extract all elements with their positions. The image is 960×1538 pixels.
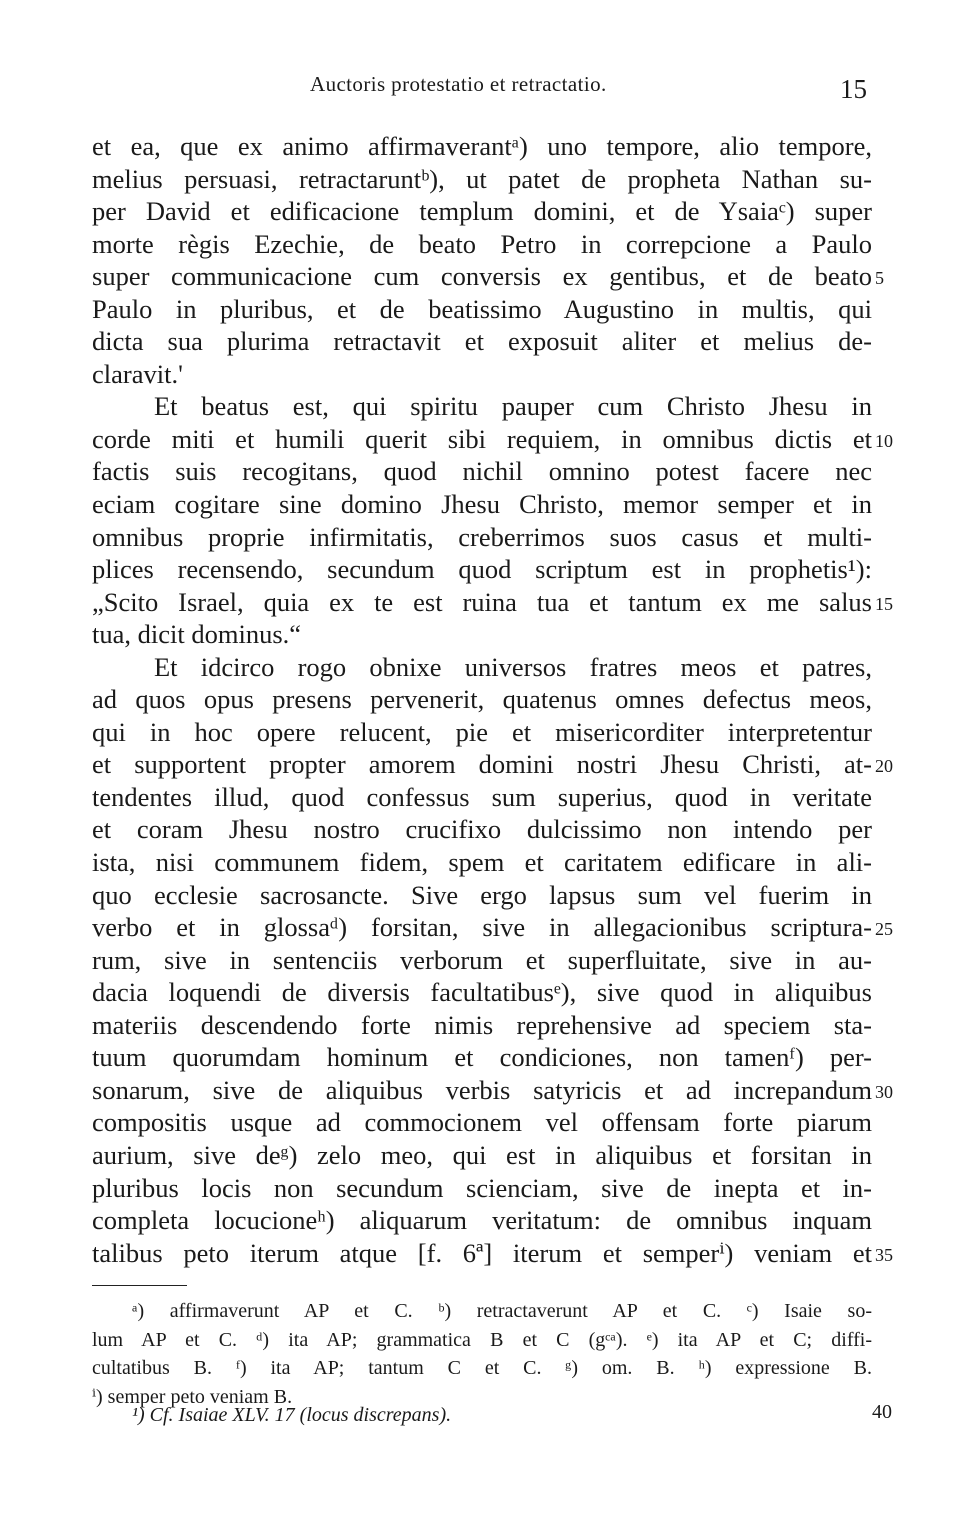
text-line <box>92 618 872 651</box>
text-line-content: omnibus proprie infirmitatis, creberrimos suos casus et multi- <box>92 521 872 552</box>
text-line <box>92 683 872 716</box>
text-line-content: Paulo in pluribus, et de beatissimo Augustino in multis, qui <box>92 293 872 324</box>
text-line-content: completa locucioneʰ) aliquarum veritatum: de omnibus inquam <box>92 1205 872 1236</box>
text-line <box>92 586 893 619</box>
text-line-content: factis suis recogitans, quod nichil omnino potest facere nec <box>92 456 872 487</box>
text-line-content: corde miti et humili querit sibi requiem, in omnibus dictis et <box>92 423 872 454</box>
text-line-content: et coram Jhesu nostro crucifixo dulcissimo non intendo per <box>92 814 872 845</box>
text-line <box>92 521 872 554</box>
source-footnote: ¹) Cf. Isaiae XLV. 17 (locus discrepans). <box>132 1404 452 1426</box>
text-line <box>92 390 872 423</box>
text-line <box>92 813 872 846</box>
text-line-content: talibus peto iterum atque [f. 6ª] iterum et semperⁱ) veniam et <box>92 1237 872 1268</box>
footnote-rule <box>92 1285 187 1286</box>
text-line <box>92 423 893 456</box>
text-line <box>92 1204 872 1237</box>
text-line-content: dicta sua plurima retractavit et exposuit aliter et melius de- <box>92 326 872 357</box>
line-number: 5 <box>875 268 884 289</box>
text-line <box>92 293 872 326</box>
text-line <box>92 260 884 293</box>
text-line <box>92 1237 893 1270</box>
text-line-content: qui in hoc opere relucent, pie et misericorditer interpretentur <box>92 716 872 747</box>
text-line-content: sonarum, sive de aliquibus verbis satyricis et ad increpandum <box>92 1074 872 1105</box>
text-line-content: aurium, sive deᵍ) zelo meo, qui est in aliquibus et forsitan in <box>92 1139 872 1170</box>
text-line-content: Et beatus est, qui spiritu pauper cum Christo Jhesu in <box>154 391 872 422</box>
text-line <box>92 228 872 261</box>
footnote-line: cultatibus B. ᶠ) ita AP; tantum C et C. ᵍ) om. B. ʰ) expressione B. <box>92 1357 872 1379</box>
text-line-content: tua, dicit dominus.“ <box>92 619 302 650</box>
main-text <box>92 130 893 1269</box>
text-line <box>92 1041 872 1074</box>
text-line <box>92 1074 893 1107</box>
text-line <box>92 748 893 781</box>
text-line-content: per David et edificacione templum domini, et de Ysaiaᶜ) super <box>92 196 872 227</box>
text-line <box>92 195 872 228</box>
text-line-content: et ea, que ex animo affirmaverantᵃ) uno tempore, alio tempore, <box>92 131 872 161</box>
text-line-content: materiis descendendo forte nimis reprehensive ad speciem sta- <box>92 1009 872 1040</box>
text-line-content: Et idcirco rogo obnixe universos fratres meos et patres, <box>154 651 872 682</box>
text-line-content: et supportent propter amorem domini nostri Jhesu Christi, at- <box>92 749 872 780</box>
text-line-content: melius persuasi, retractaruntᵇ), ut patet de propheta Nathan su- <box>92 163 872 194</box>
text-line <box>92 163 872 196</box>
text-line <box>92 911 893 944</box>
text-line <box>92 325 872 358</box>
footnote-line: lum AP et C. ᵈ) ita AP; grammatica B et C (gᶜᵃ). ᵉ) ita AP et C; diffi- <box>92 1328 872 1351</box>
text-line <box>92 358 872 391</box>
text-line <box>92 455 872 488</box>
text-line-content: dacia loquendi de diversis facultatibusᵉ), sive quod in aliquibus <box>92 977 872 1008</box>
text-line <box>92 846 872 879</box>
text-line-content: super communicacione cum conversis ex gentibus, et de beato <box>92 261 872 292</box>
text-line <box>92 488 872 521</box>
text-line-content: verbo et in glossaᵈ) forsitan, sive in allegacionibus scriptura- <box>92 912 872 943</box>
running-title: Auctoris protestatio et retractatio. <box>310 72 607 96</box>
text-line <box>92 651 872 684</box>
text-line-content: eciam cogitare sine domino Jhesu Christo, memor semper et in <box>92 489 872 520</box>
line-number: 20 <box>875 756 893 777</box>
text-line-content: „Scito Israel, quia ex te est ruina tua et tantum ex me salus <box>92 586 872 617</box>
text-line-content: plices recensendo, secundum quod scriptum est in prophetis¹): <box>92 554 872 585</box>
text-line <box>92 1172 872 1205</box>
footnotes <box>92 1297 872 1411</box>
text-line <box>92 944 872 977</box>
page-number: 15 <box>840 74 867 104</box>
line-number: 15 <box>875 593 893 614</box>
text-line <box>92 1009 872 1042</box>
line-number: 25 <box>875 919 893 940</box>
footnote-line: ⁱ) semper peto veniam B. <box>92 1385 293 1408</box>
footnote-line: ᵃ) affirmaverunt AP et C. ᵇ) retractaverunt AP et C. ᶜ) Isaie so- <box>132 1300 872 1322</box>
text-line-content: claravit.' <box>92 358 183 389</box>
line-number: 40 <box>872 1401 892 1423</box>
text-line <box>92 1106 872 1139</box>
text-line-content: tuum quorumdam hominum et condiciones, non tamenᶠ) per- <box>92 1042 872 1073</box>
text-line-content: ista, nisi communem fidem, spem et caritatem edificare in ali- <box>92 847 872 878</box>
text-line-content: rum, sive in sentenciis verborum et superfluitate, sive in au- <box>92 944 872 975</box>
text-line-content: tendentes illud, quod confessus sum superius, quod in veritate <box>92 781 872 812</box>
line-number: 10 <box>875 430 893 451</box>
text-line <box>92 553 872 586</box>
text-line-content: morte règis Ezechie, de beato Petro in correpcione a Paulo <box>92 228 872 259</box>
text-line-content: compositis usque ad commocionem vel offensam forte piarum <box>92 1107 872 1138</box>
text-line <box>92 1139 872 1172</box>
text-line-content: quo ecclesie sacrosancte. Sive ergo lapsus sum vel fuerim in <box>92 879 872 910</box>
text-line-content: ad quos opus presens pervenerit, quatenus omnes defectus meos, <box>92 684 872 715</box>
line-number: 30 <box>875 1081 893 1102</box>
text-line <box>92 716 872 749</box>
text-line <box>92 130 872 163</box>
text-line-content: pluribus locis non secundum scienciam, sive de inepta et in- <box>92 1172 872 1203</box>
line-number: 35 <box>875 1244 893 1265</box>
text-line <box>92 879 872 912</box>
text-line <box>92 781 872 814</box>
running-head <box>0 62 960 102</box>
text-line <box>92 976 872 1009</box>
